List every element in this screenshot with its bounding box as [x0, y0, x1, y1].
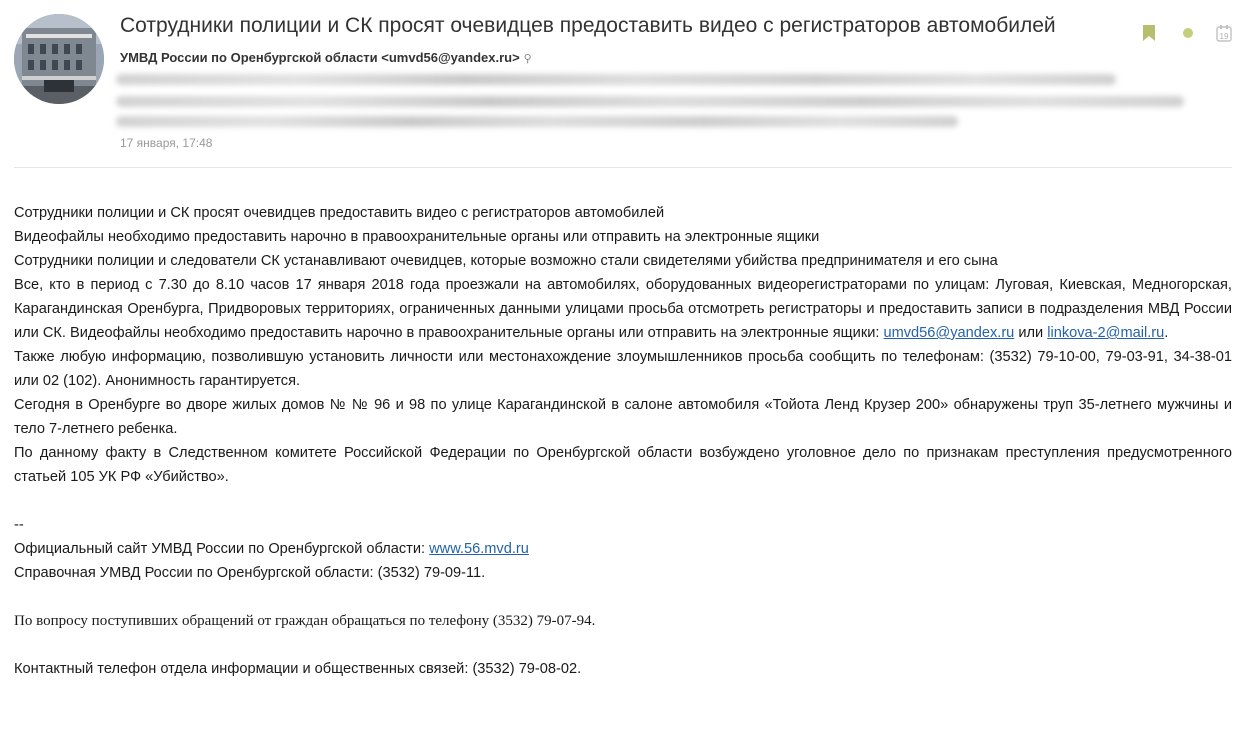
body-line: Видеофайлы необходимо предоставить нарочно в правоохранительные органы или отправить на электронные ящики [14, 229, 820, 245]
site-label: Официальный сайт УМВД России по Оренбургской области: [14, 541, 430, 557]
body-text: Все, кто в период с 7.30 до 8.10 часов 17 января 2018 года проезжали на автомобилях, оборудованных видеорегистраторами по улицам: Луговая, Киевская, Медногорская, Карагандинская Оренбурга, Придворовых территориях, ограниченных данными улицами просьба отсмотреть регистраторы и предоставить записи в подразделения МВД России или СК. Видеофайлы необходимо предоставить нарочно в правоохранительные органы или отправить на электронные ящики: [14, 277, 1232, 341]
email-link-umvd56[interactable]: umvd56@yandex.ru [883, 325, 1015, 341]
site-line [14, 537, 1232, 561]
sender-address[interactable]: УМВД России по Оренбургской области <umvd56@yandex.ru> [120, 50, 520, 65]
contact-line: Контактный телефон отдела информации и общественных связей: (3532) 79-08-02. [14, 661, 582, 677]
calendar-day: 19 [1219, 32, 1229, 41]
body-paragraph: Сегодня в Оренбурге во дворе жилых домов № № 96 и 98 по улице Карагандинской в салоне автомобиля «Тойота Ленд Крузер 200» обнаружены труп 35-летнего мужчины и тело 7-летнего ребенка. [14, 397, 1232, 437]
magnifier-icon[interactable]: ⚲ [523, 53, 532, 65]
sender-line[interactable] [120, 50, 532, 65]
site-link[interactable]: www.56.mvd.ru [429, 541, 529, 557]
building-photo-icon [14, 14, 104, 104]
sender-avatar[interactable] [14, 14, 104, 104]
citizens-line: По вопросу поступивших обращений от граждан обращаться по телефону (3532) 79-07-94. [14, 613, 596, 629]
body-text: или [1014, 325, 1048, 341]
body-line: Сотрудники полиции и СК просят очевидцев предоставить видео с регистраторов автомобилей [14, 205, 665, 221]
blurred-recipients [116, 70, 1186, 132]
help-line: Справочная УМВД России по Оренбургской области: (3532) 79-09-11. [14, 565, 486, 581]
calendar-icon[interactable] [1216, 24, 1232, 42]
body-line: Сотрудники полиции и следователи СК устанавливают очевидцев, которые возможно стали свидетелями убийства предпринимателя и его сына [14, 253, 998, 269]
email-body [14, 201, 1232, 681]
email-subject: Сотрудники полиции и СК просят очевидцев предоставить видео с регистраторов автомобилей [120, 14, 1056, 37]
email-actions [1138, 24, 1238, 44]
body-paragraph [14, 273, 1232, 345]
body-paragraph: По данному факту в Следственном комитете Российской Федерации по Оренбургской области возбуждено уголовное дело по признакам преступления предусмотренного статьей 105 УК РФ «Убийство». [14, 445, 1232, 485]
body-text: . [1164, 325, 1169, 341]
bookmark-icon[interactable] [1142, 24, 1156, 42]
email-link-linkova[interactable]: linkova-2@mail.ru [1047, 325, 1165, 341]
header-divider [14, 167, 1232, 168]
body-paragraph: Также любую информацию, позволившую установить личности или местонахождение злоумышленников просьба сообщить по телефонам: (3532) 79-10-00, 79-03-91, 34-38-01 или 02 (102). Анонимность гарантируется. [14, 349, 1232, 389]
unread-dot-icon[interactable] [1182, 24, 1194, 42]
email-date: 17 января, 17:48 [120, 136, 213, 150]
signature-separator: -- [14, 517, 24, 533]
